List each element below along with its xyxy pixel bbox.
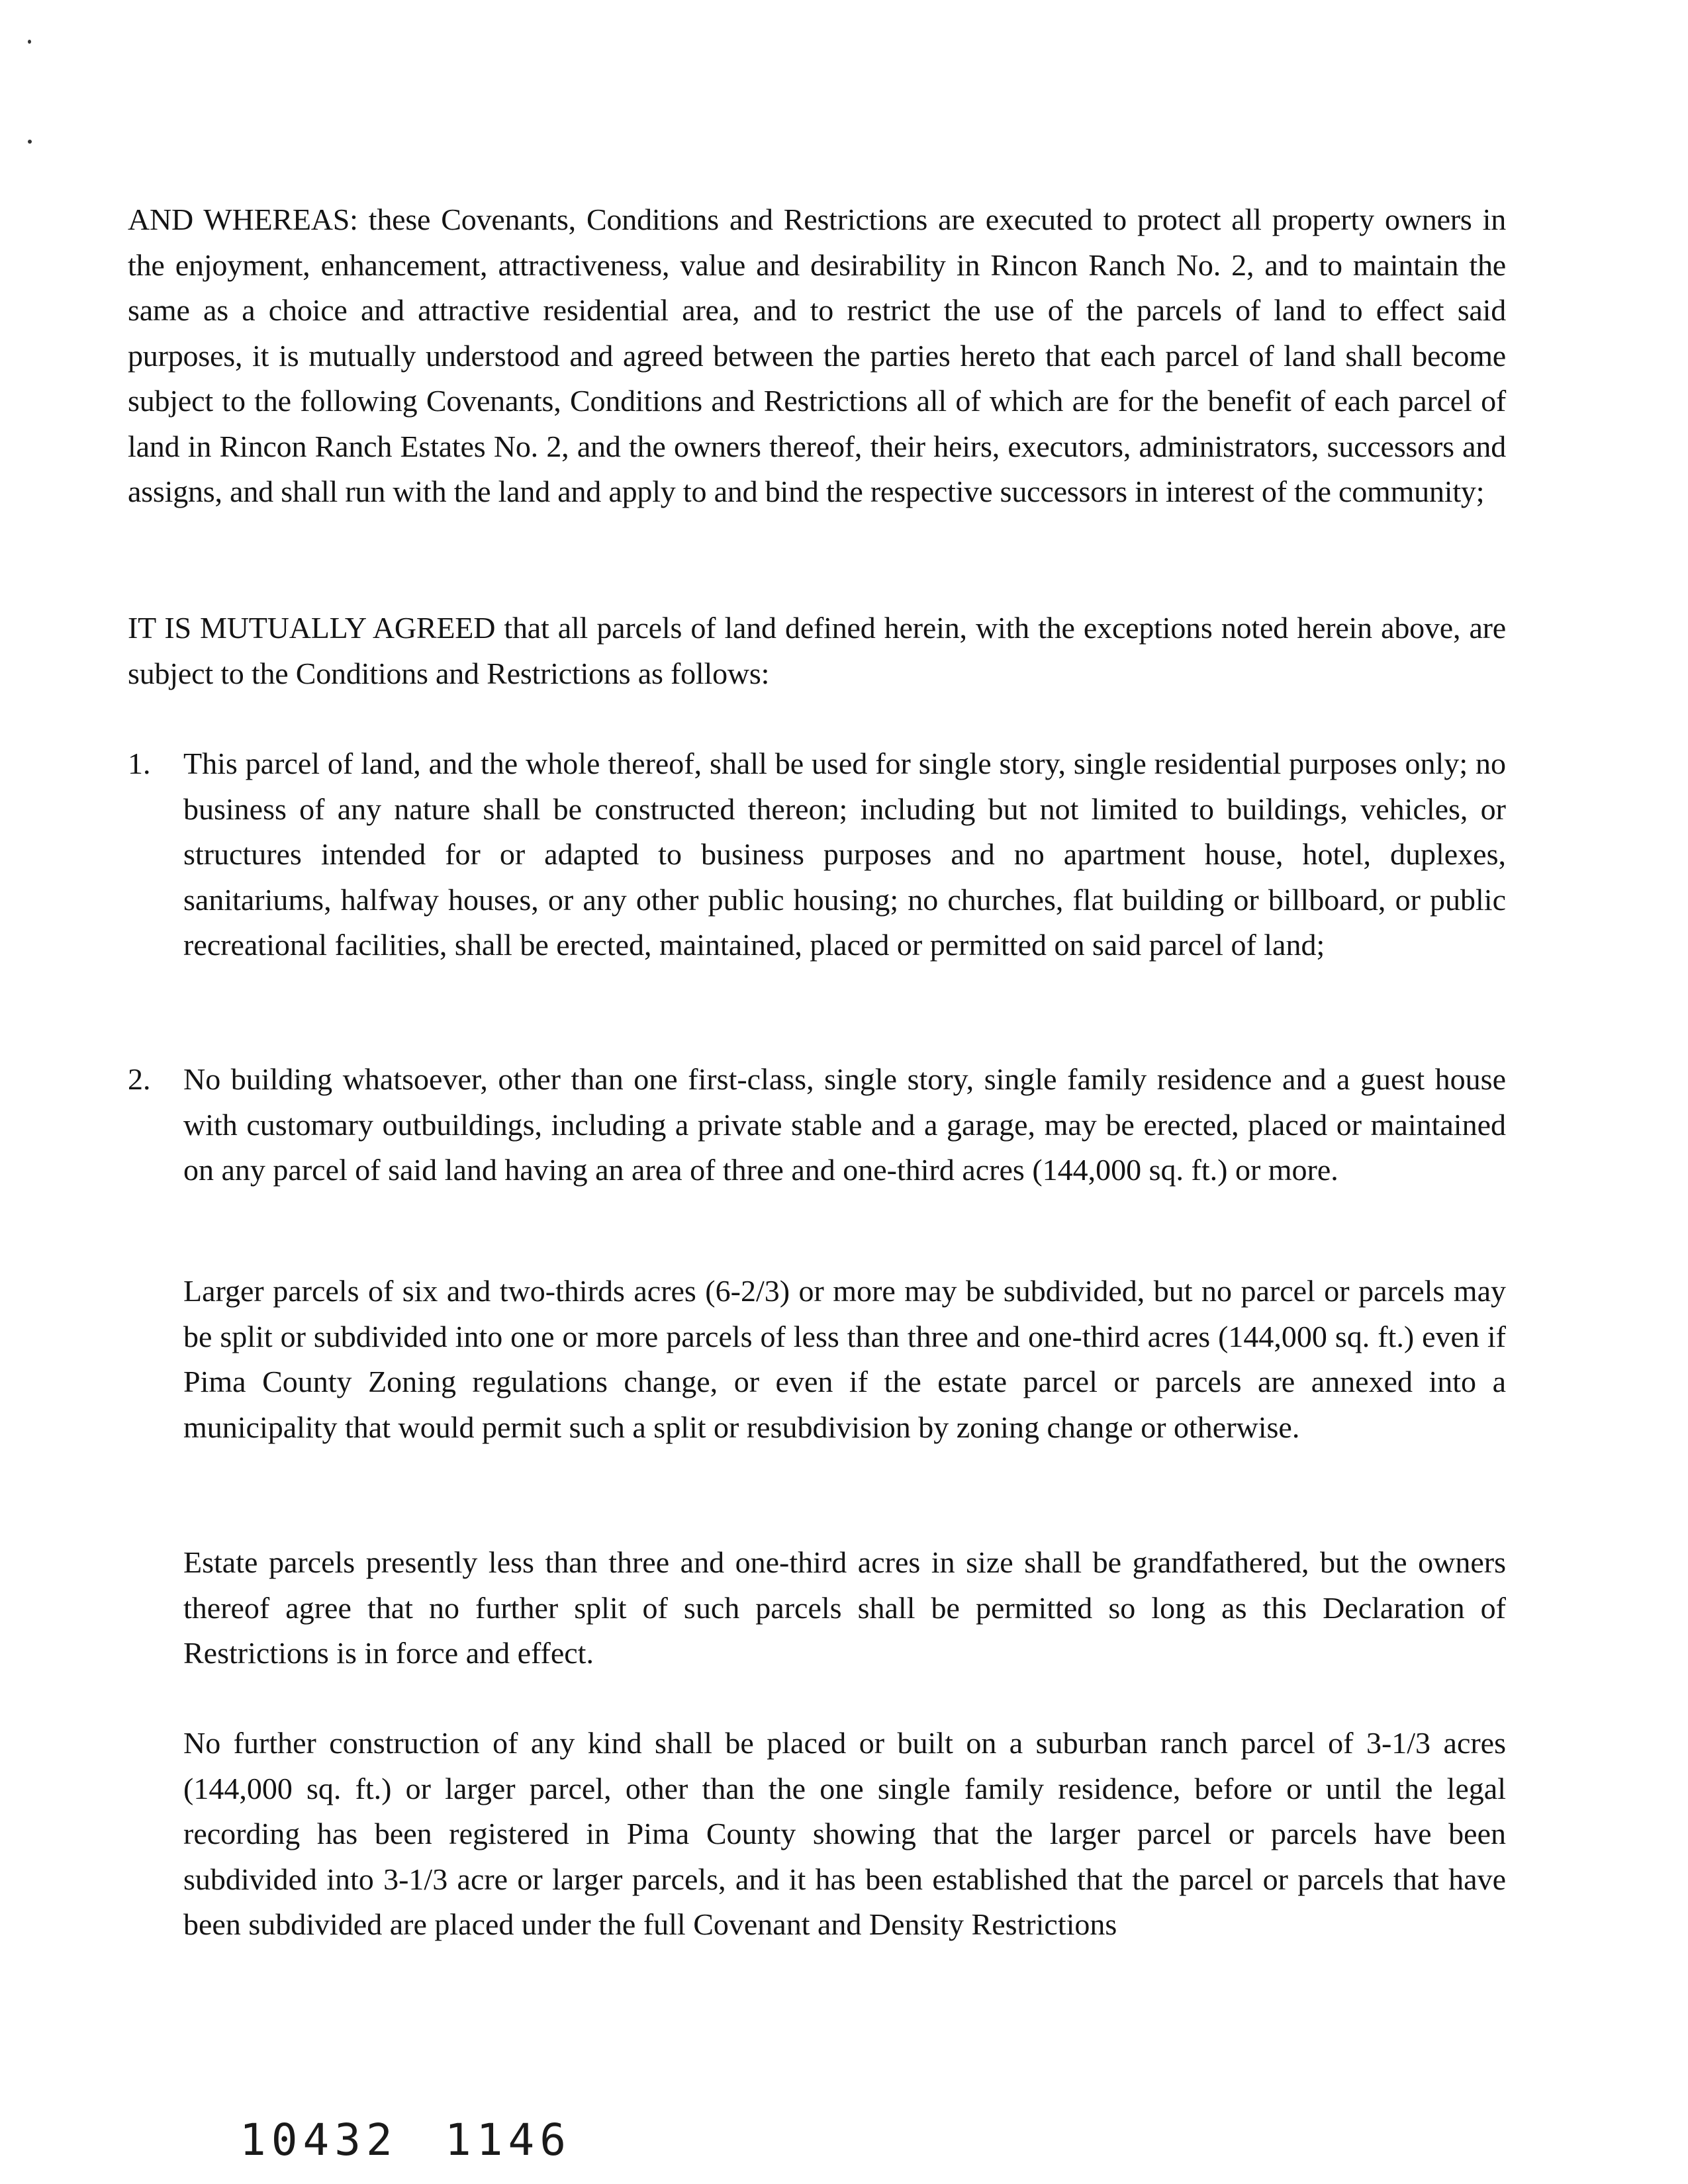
restriction-item-1 [128,741,1506,1046]
page-number: 1146 [445,2115,571,2165]
item-2-subparagraph-subdivision: Larger parcels of six and two-thirds acres (6-2/3) or more may be subdivided, but no parcel or parcels may be split or subdivided into one or more parcels of less than three and one-third acres (144,000 sq. ft.) even if Pima County Zoning regulations change, or even if the estate parcel or parcels are annexed into a municipality that would permit such a split or resubdivision by zoning change or otherwise. [183,1274,1506,1444]
intro-paragraph: AND WHEREAS: these Covenants, Conditions and Restrictions are executed to protect all property owners in the enjoyment, enhancement, attractiveness, value and desirability in Rincon Ranch No. 2, and to maintain the same as a choice and attractive residential area, and to restrict the use of the parcels of land to effect said purposes, it is mutually understood and agreed between the parties hereto that each parcel of land shall become subject to the following Covenants, Conditions and Restrictions all of which are for the benefit of each parcel of land in Rincon Ranch Estates No. 2, and the owners thereof, their heirs, executors, administrators, successors and assigns, and shall run with the land and apply to and bind the respective successors in interest of the community; [128,203,1506,508]
item-number: 2. [128,1062,151,1096]
item-2-subparagraph-grandfathered: Estate parcels presently less than three and one-third acres in size shall be grandfathered, but the owners thereof agree that no further split of such parcels shall be permitted so long as this Declaration of Restrictions is in force and effect. [183,1545,1506,1670]
item-number: 1. [128,747,151,780]
item-2-subparagraph-construction: No further construction of any kind shall be placed or built on a suburban ranch parcel of 3-1/3 acres (144,000 sq. ft.) or larger parcel, other than the one single family residence, before or until the legal recording has been registered in Pima County showing that the larger parcel or parcels have been subdivided into 3-1/3 acre or larger parcels, and it has been established that the parcel or parcels that have been subdivided are placed under the full Covenant and Density Restrictions [183,1726,1506,1941]
item-text: No building whatsoever, other than one first-class, single story, single family residence and a guest house with customary outbuildings, including a private stable and a garage, may be erected, placed or maintained on any parcel of said land having an area of three and one-third acres (144,000 sq. ft.) or more. [183,1062,1506,1187]
scan-speck [28,140,32,144]
restriction-item-2 [128,1057,1506,1255]
scan-speck [28,40,31,44]
item-text: This parcel of land, and the whole thereof, shall be used for single story, single residential purposes only; no business of any nature shall be constructed thereon; including but not limited to buildings, vehicles, or structures intended for or adapted to business purposes and no apartment house, hotel, duplexes, sanitariums, halfway houses, or any other public housing; no churches, flat building or billboard, or public recreational facilities, shall be erected, maintained, placed or permitted on said parcel of land; [183,747,1506,962]
agreement-paragraph: IT IS MUTUALLY AGREED that all parcels of land defined herein, with the exceptions noted herein above, are subject to the Conditions and Restrictions as follows: [128,611,1506,690]
docket-number: 10432 [240,2115,398,2165]
